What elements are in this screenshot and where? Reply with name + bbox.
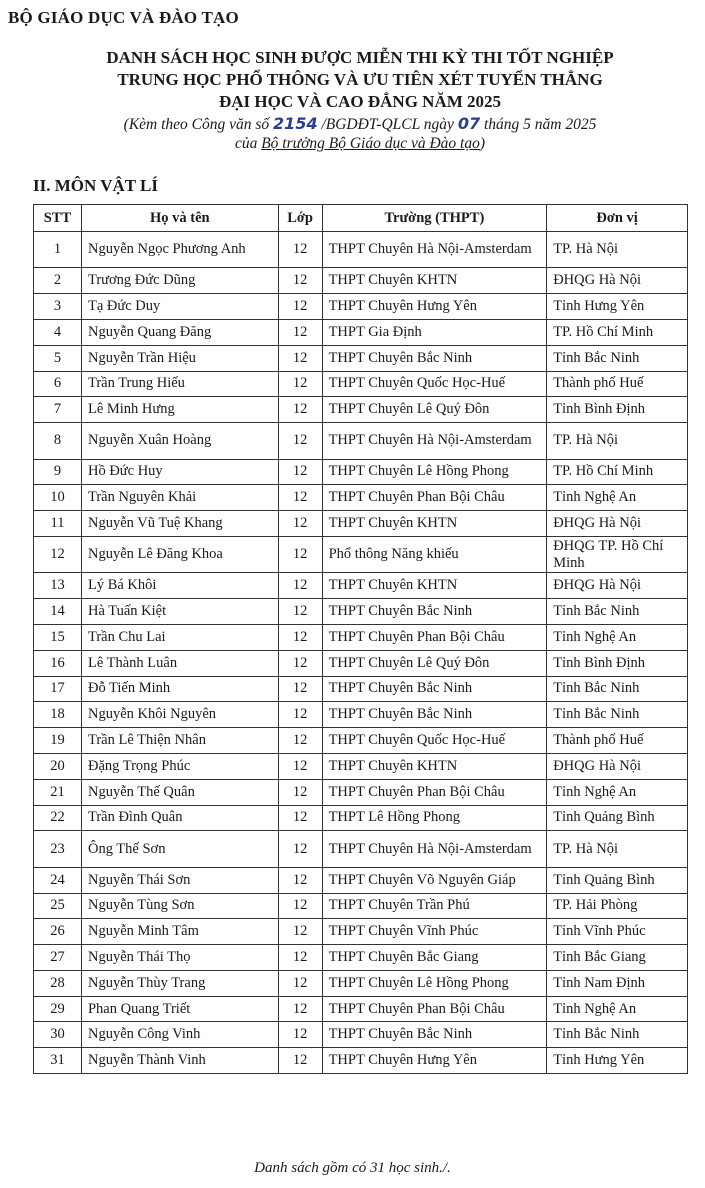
- table-row: [34, 867, 688, 893]
- cell-name: Nguyễn Xuân Hoàng: [81, 423, 278, 459]
- cell-unit: TP. Hồ Chí Minh: [547, 319, 688, 345]
- cell-school: THPT Gia Định: [322, 319, 547, 345]
- cell-grade: 12: [278, 423, 322, 459]
- table-row: [34, 970, 688, 996]
- cell-unit: Tỉnh Nghệ An: [547, 485, 688, 511]
- cell-school: THPT Chuyên Lê Quý Đôn: [322, 397, 547, 423]
- cell-stt: 21: [34, 779, 82, 805]
- cell-unit: ĐHQG Hà Nội: [547, 753, 688, 779]
- table-row: [34, 1022, 688, 1048]
- cell-stt: 15: [34, 624, 82, 650]
- table-row: [34, 599, 688, 625]
- cell-unit: ĐHQG Hà Nội: [547, 573, 688, 599]
- reference-day-handwritten: 07: [457, 114, 481, 133]
- document-title-line-3: ĐẠI HỌC VÀ CAO ĐẲNG NĂM 2025: [218, 92, 502, 111]
- cell-stt: 1: [34, 232, 82, 268]
- cell-unit: Tỉnh Bắc Ninh: [547, 599, 688, 625]
- table-row: [34, 753, 688, 779]
- cell-grade: 12: [278, 294, 322, 320]
- cell-stt: 9: [34, 459, 82, 485]
- cell-school: Phổ thông Năng khiếu: [322, 536, 547, 572]
- document-title-line-1: DANH SÁCH HỌC SINH ĐƯỢC MIỄN THI KỲ THI TỐT NGHIỆP: [106, 48, 614, 67]
- cell-unit: Tỉnh Bắc Giang: [547, 945, 688, 971]
- cell-stt: 8: [34, 423, 82, 459]
- cell-school: THPT Chuyên Quốc Học-Huế: [322, 728, 547, 754]
- cell-name: Nguyễn Lê Đăng Khoa: [81, 536, 278, 572]
- cell-grade: 12: [278, 624, 322, 650]
- cell-stt: 4: [34, 319, 82, 345]
- cell-grade: 12: [278, 536, 322, 572]
- table-row: [34, 624, 688, 650]
- header-name: Họ và tên: [81, 205, 278, 232]
- cell-unit: Thành phố Huế: [547, 728, 688, 754]
- cell-grade: 12: [278, 573, 322, 599]
- header-school: Trường (THPT): [322, 205, 547, 232]
- cell-name: Nguyễn Thành Vinh: [81, 1048, 278, 1074]
- cell-grade: 12: [278, 831, 322, 867]
- header-stt: STT: [34, 205, 82, 232]
- cell-unit: Tỉnh Bắc Ninh: [547, 345, 688, 371]
- header-grade: Lớp: [278, 205, 322, 232]
- cell-name: Lê Minh Hưng: [81, 397, 278, 423]
- cell-stt: 22: [34, 805, 82, 831]
- cell-stt: 13: [34, 573, 82, 599]
- cell-school: THPT Chuyên Hưng Yên: [322, 1048, 547, 1074]
- student-table: [33, 204, 688, 1074]
- cell-name: Hà Tuấn Kiệt: [81, 599, 278, 625]
- cell-grade: 12: [278, 371, 322, 397]
- cell-unit: Tỉnh Bình Định: [547, 650, 688, 676]
- cell-school: THPT Chuyên KHTN: [322, 753, 547, 779]
- cell-grade: 12: [278, 397, 322, 423]
- reference-line-2: [30, 134, 690, 154]
- cell-unit: TP. Hà Nội: [547, 831, 688, 867]
- table-row: [34, 345, 688, 371]
- cell-grade: 12: [278, 676, 322, 702]
- table-row: [34, 485, 688, 511]
- cell-school: THPT Lê Hồng Phong: [322, 805, 547, 831]
- cell-stt: 3: [34, 294, 82, 320]
- table-row: [34, 319, 688, 345]
- table-row: [34, 536, 688, 572]
- table-row: [34, 945, 688, 971]
- cell-school: THPT Chuyên Hưng Yên: [322, 294, 547, 320]
- cell-name: Nguyễn Trần Hiệu: [81, 345, 278, 371]
- cell-grade: 12: [278, 728, 322, 754]
- cell-grade: 12: [278, 459, 322, 485]
- cell-grade: 12: [278, 650, 322, 676]
- cell-name: Nguyễn Thế Quân: [81, 779, 278, 805]
- cell-stt: 5: [34, 345, 82, 371]
- cell-grade: 12: [278, 232, 322, 268]
- reference-authority: Bộ trưởng Bộ Giáo dục và Đào tạo: [261, 135, 480, 152]
- cell-unit: Tỉnh Quảng Bình: [547, 805, 688, 831]
- cell-school: THPT Chuyên KHTN: [322, 511, 547, 537]
- table-row: [34, 831, 688, 867]
- cell-unit: Tỉnh Bắc Ninh: [547, 676, 688, 702]
- cell-unit: ĐHQG TP. Hồ Chí Minh: [547, 536, 688, 572]
- cell-school: THPT Chuyên Lê Hồng Phong: [322, 459, 547, 485]
- table-row: [34, 893, 688, 919]
- cell-grade: 12: [278, 945, 322, 971]
- cell-stt: 26: [34, 919, 82, 945]
- cell-school: THPT Chuyên Bắc Ninh: [322, 702, 547, 728]
- cell-grade: 12: [278, 319, 322, 345]
- table-row: [34, 728, 688, 754]
- cell-name: Nguyễn Thái Thọ: [81, 945, 278, 971]
- cell-stt: 28: [34, 970, 82, 996]
- cell-name: Đặng Trọng Phúc: [81, 753, 278, 779]
- table-row: [34, 573, 688, 599]
- reference-line2-prefix: của: [234, 135, 258, 152]
- cell-unit: Tỉnh Bắc Ninh: [547, 702, 688, 728]
- table-row: [34, 702, 688, 728]
- cell-stt: 27: [34, 945, 82, 971]
- cell-stt: 16: [34, 650, 82, 676]
- cell-stt: 31: [34, 1048, 82, 1074]
- cell-unit: Thành phố Huế: [547, 371, 688, 397]
- cell-name: Nguyễn Vũ Tuệ Khang: [81, 511, 278, 537]
- cell-stt: 30: [34, 1022, 82, 1048]
- table-row: [34, 919, 688, 945]
- table-row: [34, 294, 688, 320]
- cell-stt: 7: [34, 397, 82, 423]
- cell-stt: 14: [34, 599, 82, 625]
- cell-unit: Tỉnh Hưng Yên: [547, 294, 688, 320]
- cell-grade: 12: [278, 996, 322, 1022]
- cell-name: Tạ Đức Duy: [81, 294, 278, 320]
- table-row: [34, 805, 688, 831]
- cell-school: THPT Chuyên Phan Bội Châu: [322, 485, 547, 511]
- cell-grade: 12: [278, 919, 322, 945]
- cell-stt: 11: [34, 511, 82, 537]
- cell-stt: 20: [34, 753, 82, 779]
- table-body: [34, 232, 688, 1074]
- table-row: [34, 397, 688, 423]
- cell-grade: 12: [278, 268, 322, 294]
- cell-unit: Tỉnh Nghệ An: [547, 996, 688, 1022]
- cell-stt: 2: [34, 268, 82, 294]
- cell-school: THPT Chuyên Bắc Ninh: [322, 599, 547, 625]
- cell-grade: 12: [278, 893, 322, 919]
- table-row: [34, 423, 688, 459]
- cell-name: Trần Lê Thiện Nhân: [81, 728, 278, 754]
- cell-name: Phan Quang Triết: [81, 996, 278, 1022]
- cell-school: THPT Chuyên Hà Nội-Amsterdam: [322, 423, 547, 459]
- reference-prefix: (Kèm theo Công văn số: [123, 116, 270, 133]
- header-unit: Đơn vị: [547, 205, 688, 232]
- cell-unit: ĐHQG Hà Nội: [547, 511, 688, 537]
- table-row: [34, 779, 688, 805]
- cell-school: THPT Chuyên Vĩnh Phúc: [322, 919, 547, 945]
- cell-grade: 12: [278, 753, 322, 779]
- cell-stt: 17: [34, 676, 82, 702]
- cell-school: THPT Chuyên Bắc Ninh: [322, 676, 547, 702]
- cell-name: Lê Thành Luân: [81, 650, 278, 676]
- cell-name: Hồ Đức Huy: [81, 459, 278, 485]
- cell-grade: 12: [278, 485, 322, 511]
- cell-name: Trần Trung Hiếu: [81, 371, 278, 397]
- cell-grade: 12: [278, 970, 322, 996]
- cell-name: Trương Đức Dũng: [81, 268, 278, 294]
- table-row: [34, 371, 688, 397]
- cell-unit: Tỉnh Vĩnh Phúc: [547, 919, 688, 945]
- cell-stt: 29: [34, 996, 82, 1022]
- cell-unit: Tỉnh Nghệ An: [547, 624, 688, 650]
- cell-unit: ĐHQG Hà Nội: [547, 268, 688, 294]
- cell-unit: Tỉnh Bắc Ninh: [547, 1022, 688, 1048]
- cell-stt: 25: [34, 893, 82, 919]
- cell-grade: 12: [278, 511, 322, 537]
- cell-stt: 24: [34, 867, 82, 893]
- table-row: [34, 996, 688, 1022]
- cell-grade: 12: [278, 1022, 322, 1048]
- cell-school: THPT Chuyên Lê Hồng Phong: [322, 970, 547, 996]
- cell-school: THPT Chuyên KHTN: [322, 268, 547, 294]
- cell-grade: 12: [278, 702, 322, 728]
- reference-line2-suffix: ): [479, 135, 486, 152]
- cell-name: Ông Thế Sơn: [81, 831, 278, 867]
- cell-name: Nguyễn Tùng Sơn: [81, 893, 278, 919]
- cell-grade: 12: [278, 345, 322, 371]
- cell-name: Trần Chu Lai: [81, 624, 278, 650]
- table-row: [34, 676, 688, 702]
- cell-school: THPT Chuyên Phan Bội Châu: [322, 996, 547, 1022]
- cell-unit: TP. Hồ Chí Minh: [547, 459, 688, 485]
- cell-school: THPT Chuyên Phan Bội Châu: [322, 779, 547, 805]
- ministry-name: BỘ GIÁO DỤC VÀ ĐÀO TẠO: [8, 8, 239, 27]
- cell-grade: 12: [278, 779, 322, 805]
- cell-unit: TP. Hải Phòng: [547, 893, 688, 919]
- cell-name: Nguyễn Thái Sơn: [81, 867, 278, 893]
- cell-stt: 23: [34, 831, 82, 867]
- cell-name: Nguyễn Khôi Nguyên: [81, 702, 278, 728]
- cell-grade: 12: [278, 599, 322, 625]
- cell-school: THPT Chuyên Phan Bội Châu: [322, 624, 547, 650]
- cell-school: THPT Chuyên Hà Nội-Amsterdam: [322, 232, 547, 268]
- cell-name: Nguyễn Quang Đăng: [81, 319, 278, 345]
- cell-unit: Tỉnh Hưng Yên: [547, 1048, 688, 1074]
- cell-grade: 12: [278, 867, 322, 893]
- table-row: [34, 1048, 688, 1074]
- cell-stt: 6: [34, 371, 82, 397]
- cell-school: THPT Chuyên Hà Nội-Amsterdam: [322, 831, 547, 867]
- cell-school: THPT Chuyên KHTN: [322, 573, 547, 599]
- cell-stt: 12: [34, 536, 82, 572]
- cell-school: THPT Chuyên Võ Nguyên Giáp: [322, 867, 547, 893]
- section-title: II. MÔN VẬT LÍ: [33, 176, 159, 195]
- cell-unit: Tỉnh Bình Định: [547, 397, 688, 423]
- cell-unit: Tỉnh Quảng Bình: [547, 867, 688, 893]
- cell-school: THPT Chuyên Bắc Ninh: [322, 345, 547, 371]
- cell-name: Nguyễn Thùy Trang: [81, 970, 278, 996]
- cell-name: Nguyễn Ngọc Phương Anh: [81, 232, 278, 268]
- cell-school: THPT Chuyên Lê Quý Đôn: [322, 650, 547, 676]
- cell-school: THPT Chuyên Bắc Ninh: [322, 1022, 547, 1048]
- reference-code: /BGDĐT-QLCL ngày: [321, 116, 454, 133]
- cell-name: Trần Nguyên Khải: [81, 485, 278, 511]
- cell-unit: TP. Hà Nội: [547, 423, 688, 459]
- cell-name: Đỗ Tiến Minh: [81, 676, 278, 702]
- table-header-row: [34, 205, 688, 232]
- cell-name: Nguyễn Minh Tâm: [81, 919, 278, 945]
- reference-number-handwritten: 2154: [273, 114, 318, 133]
- cell-unit: Tỉnh Nam Định: [547, 970, 688, 996]
- reference-line-1: [30, 114, 690, 135]
- cell-unit: TP. Hà Nội: [547, 232, 688, 268]
- reference-suffix: tháng 5 năm 2025: [483, 116, 597, 133]
- table-row: [34, 511, 688, 537]
- cell-grade: 12: [278, 805, 322, 831]
- table-row: [34, 232, 688, 268]
- cell-name: Nguyễn Công Vinh: [81, 1022, 278, 1048]
- cell-stt: 19: [34, 728, 82, 754]
- cell-school: THPT Chuyên Bắc Giang: [322, 945, 547, 971]
- table-row: [34, 268, 688, 294]
- table-row: [34, 650, 688, 676]
- document-title-line-2: TRUNG HỌC PHỔ THÔNG VÀ ƯU TIÊN XÉT TUYỂN THẲNG: [117, 70, 603, 89]
- footer-note: Danh sách gồm có 31 học sinh./.: [254, 1160, 451, 1176]
- cell-stt: 10: [34, 485, 82, 511]
- cell-school: THPT Chuyên Quốc Học-Huế: [322, 371, 547, 397]
- cell-school: THPT Chuyên Trần Phú: [322, 893, 547, 919]
- cell-unit: Tỉnh Nghệ An: [547, 779, 688, 805]
- cell-name: Lý Bá Khôi: [81, 573, 278, 599]
- cell-name: Trần Đình Quân: [81, 805, 278, 831]
- table-row: [34, 459, 688, 485]
- cell-stt: 18: [34, 702, 82, 728]
- cell-grade: 12: [278, 1048, 322, 1074]
